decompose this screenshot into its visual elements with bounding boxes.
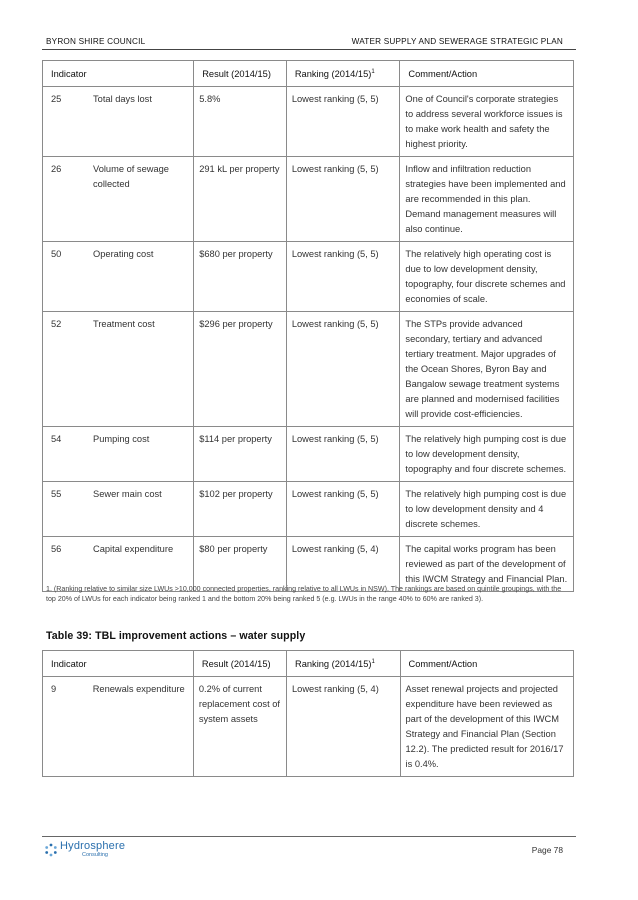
- improvement-actions-table: [42, 650, 574, 777]
- indicator-ranking: Lowest ranking (5, 5): [286, 482, 400, 537]
- indicator-ranking: Lowest ranking (5, 5): [286, 157, 400, 242]
- header-document-title: WATER SUPPLY AND SEWERAGE STRATEGIC PLAN: [351, 37, 563, 46]
- indicator-comment: The capital works program has been reviewed as part of the development of this IWCM Strategy and Financial Plan.: [400, 537, 574, 592]
- indicator-result: $114 per property: [194, 427, 287, 482]
- header-organisation: BYRON SHIRE COUNCIL: [46, 37, 146, 46]
- indicator-comment: Inflow and infiltration reduction strategies have been implemented and are recommended in this plan. Demand management measures will also continue.: [400, 157, 574, 242]
- ranking-footnote-marker: 1: [371, 658, 375, 665]
- indicator-result: 5.8%: [194, 87, 287, 157]
- indicator-comment: One of Council's corporate strategies to address several workforce issues is to make work health and safety the highest priority.: [400, 87, 574, 157]
- indicator-name: Treatment cost: [83, 312, 194, 427]
- indicator-result: 0.2% of current replacement cost of system assets: [193, 677, 286, 777]
- indicator-number: 26: [43, 157, 84, 242]
- column-header-ranking: [286, 61, 400, 87]
- column-header-result: Result (2014/15): [193, 651, 286, 677]
- indicator-comment: The relatively high pumping cost is due to low development density, topography and four discrete schemes.: [400, 427, 574, 482]
- table-row: [43, 157, 574, 242]
- column-header-result: Result (2014/15): [194, 61, 287, 87]
- indicator-result: 291 kL per property: [194, 157, 287, 242]
- indicator-result: $102 per property: [194, 482, 287, 537]
- table-row: [43, 427, 574, 482]
- ranking-header-text: Ranking (2014/15): [294, 659, 372, 669]
- indicator-comment: Asset renewal projects and projected expenditure have been reviewed as part of the development of this IWCM Strategy and Financial Plan (Section 12.2). The predicted result for 2016/17 is 0.4%.: [400, 677, 573, 777]
- indicator-name: Sewer main cost: [83, 482, 194, 537]
- column-header-indicator: Indicator: [43, 61, 194, 87]
- ranking-footnote-marker: 1: [371, 68, 375, 75]
- indicator-ranking: Lowest ranking (5, 5): [286, 87, 400, 157]
- indicator-comment: The relatively high pumping cost is due to low development density and 4 discrete schemes.: [400, 482, 574, 537]
- indicator-result: $296 per property: [194, 312, 287, 427]
- table-row: [43, 677, 574, 777]
- column-header-indicator: Indicator: [43, 651, 194, 677]
- table-header-row: [43, 651, 574, 677]
- indicator-ranking: Lowest ranking (5, 5): [286, 312, 400, 427]
- hydrosphere-logo: [44, 841, 125, 859]
- page-number: Page 78: [531, 845, 563, 855]
- indicator-name: Pumping cost: [83, 427, 194, 482]
- table-row: [43, 537, 574, 592]
- indicator-name: Capital expenditure: [83, 537, 194, 592]
- indicator-comment: The relatively high operating cost is due to low development density, topography, four discrete schemes and economies of scale.: [400, 242, 574, 312]
- indicator-number: 52: [43, 312, 84, 427]
- indicator-ranking: Lowest ranking (5, 4): [286, 537, 400, 592]
- indicator-comment: The STPs provide advanced secondary, tertiary and advanced tertiary treatment. Major upgrades of the Ocean Shores, Byron Bay and Bangalow sewage treatment systems are planned and modernised facilities will provide cost-efficiencies.: [400, 312, 574, 427]
- indicator-number: 56: [43, 537, 84, 592]
- ranking-header-text: Ranking (2014/15): [294, 69, 372, 79]
- table-row: [43, 482, 574, 537]
- ranking-footnote: 1. (Ranking relative to similar size LWUs >10,000 connected properties, ranking relative to all LWUs in NSW). The rankings are based on quintile groupings, with the top 20% of LWUs for each indicator being ranked 1 and the bottom 20% being ranked 5 (e.g. LWUs in the range 40% to 60% are ranked 3).: [46, 585, 562, 603]
- indicator-number: 54: [43, 427, 84, 482]
- indicator-name: Operating cost: [83, 242, 194, 312]
- indicator-result: $80 per property: [194, 537, 287, 592]
- hydrosphere-logo-icon: [44, 843, 58, 857]
- indicator-number: 9: [43, 677, 83, 777]
- indicator-ranking: Lowest ranking (5, 4): [286, 677, 400, 777]
- column-header-ranking: [286, 651, 400, 677]
- table-caption: Table 39: TBL improvement actions – water supply: [46, 630, 306, 642]
- indicator-ranking: Lowest ranking (5, 5): [286, 242, 400, 312]
- performance-indicator-table: [42, 60, 574, 592]
- indicator-name: Renewals expenditure: [83, 677, 194, 777]
- indicator-number: 50: [43, 242, 84, 312]
- column-header-comment: Comment/Action: [400, 651, 573, 677]
- table-row: [43, 312, 574, 427]
- footer-divider: [42, 836, 576, 837]
- indicator-ranking: Lowest ranking (5, 5): [286, 427, 400, 482]
- indicator-name: Total days lost: [83, 87, 194, 157]
- table-header-row: [43, 61, 574, 87]
- logo-name: Hydrosphere: [60, 840, 126, 852]
- logo-subtitle: Consulting: [82, 852, 108, 858]
- indicator-name: Volume of sewage collected: [83, 157, 194, 242]
- indicator-number: 55: [43, 482, 84, 537]
- table-row: [43, 87, 574, 157]
- column-header-comment: Comment/Action: [400, 61, 574, 87]
- table-row: [43, 242, 574, 312]
- header-divider: [42, 49, 576, 50]
- indicator-number: 25: [43, 87, 84, 157]
- indicator-result: $680 per property: [194, 242, 287, 312]
